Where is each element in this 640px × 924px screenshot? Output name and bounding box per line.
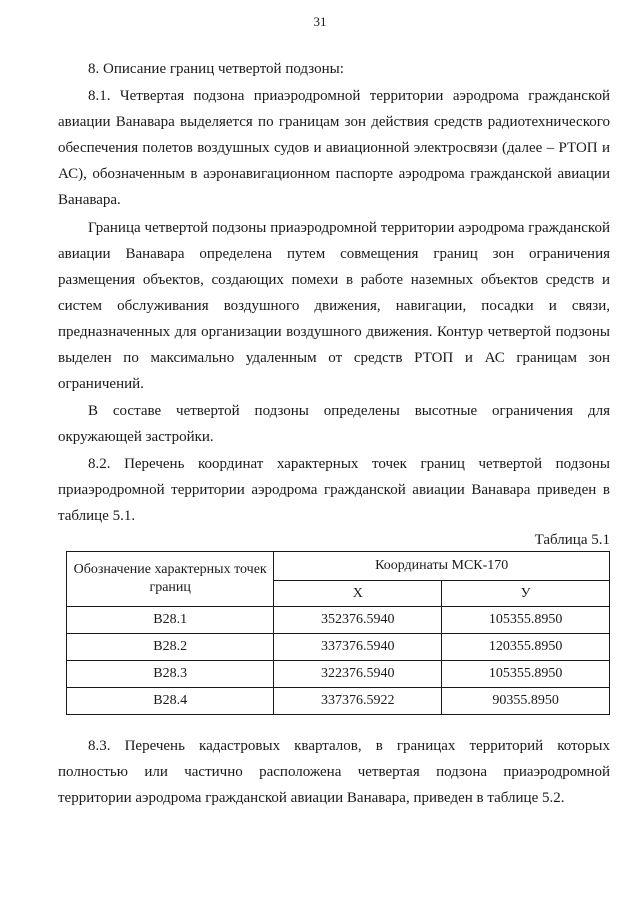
cell-point: В28.2 — [67, 634, 274, 661]
paragraph-8-3: 8.3. Перечень кадастровых кварталов, в границах территорий которых полностью или частично расположена четвертая подзона приаэродромной территории аэродрома гражданской авиации Ванавара, приведен в таблице 5.2. — [58, 738, 610, 806]
paragraph-boundary: Граница четвертой подзоны приаэродромной территории аэродрома гражданской авиации Ванавара определена путем совмещения границ зон ограничения размещения объектов, создающих помехи в работе наземных объектов средств и систем обслуживания воздушного движения, навигации, посадки и связи, предназначенных для организации воздушного движения. Контур четвертой подзоны выделен по максимально удаленным от средств РТОП и АС границам зон ограничений. — [58, 220, 610, 392]
table-caption: Таблица 5.1 — [534, 532, 610, 548]
paragraph-height-limits: В составе четвертой подзоны определены высотные ограничения для окружающей застройки. — [58, 403, 610, 445]
header-coordinates: Координаты МСК-170 — [274, 552, 610, 581]
page-number: 31 — [313, 14, 327, 29]
cell-point: В28.4 — [67, 688, 274, 715]
paragraph-8-2: 8.2. Перечень координат характерных точек границ четвертой подзоны приаэродромной территории аэродрома гражданской авиации Ванавара приведен в таблице 5.1. — [58, 456, 610, 524]
cell-y: 90355.8950 — [442, 688, 610, 715]
cell-x: 337376.5940 — [274, 634, 442, 661]
header-y: У — [442, 581, 610, 607]
section-heading: 8. Описание границ четвертой подзоны: — [88, 61, 344, 77]
paragraph-8-1: 8.1. Четвертая подзона приаэродромной территории аэродрома гражданской авиации Ванавара выделяется по границам зон действия средств радиотехнического обеспечения полетов воздушных судов и авиационной электросвязи (далее – РТОП и АС), обозначенным в аэронавигационном паспорте аэродрома гражданской авиации Ванавара. — [58, 88, 610, 208]
cell-x: 322376.5940 — [274, 661, 442, 688]
cell-y: 120355.8950 — [442, 634, 610, 661]
table-row — [67, 634, 610, 661]
table-row — [67, 661, 610, 688]
table-row — [67, 607, 610, 634]
coordinates-table — [66, 551, 610, 715]
header-x: Х — [274, 581, 442, 607]
cell-point: В28.3 — [67, 661, 274, 688]
cell-x: 337376.5922 — [274, 688, 442, 715]
cell-y: 105355.8950 — [442, 607, 610, 634]
header-points: Обозначение характерных точек границ — [67, 552, 274, 607]
cell-point: В28.1 — [67, 607, 274, 634]
table-row — [67, 688, 610, 715]
cell-y: 105355.8950 — [442, 661, 610, 688]
cell-x: 352376.5940 — [274, 607, 442, 634]
